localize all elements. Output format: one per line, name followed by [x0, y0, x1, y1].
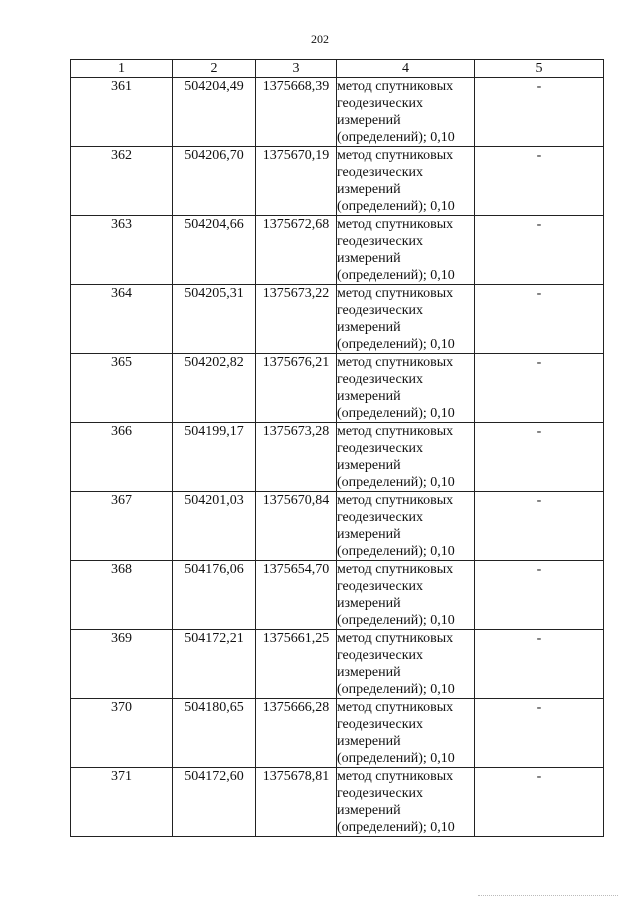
note-cell: -	[475, 216, 604, 285]
table-row	[71, 630, 604, 699]
x-coordinate-cell: 504201,03	[173, 492, 256, 561]
note-cell: -	[475, 561, 604, 630]
point-number-cell: 366	[71, 423, 173, 492]
point-number-cell: 367	[71, 492, 173, 561]
note-cell: -	[475, 492, 604, 561]
scan-artifact	[478, 895, 618, 899]
point-number-cell: 370	[71, 699, 173, 768]
y-coordinate-cell: 1375678,81	[256, 768, 337, 837]
note-cell: -	[475, 423, 604, 492]
method-cell: метод спутниковых геодезических измерений (определений); 0,10	[337, 216, 475, 285]
method-cell: метод спутниковых геодезических измерений (определений); 0,10	[337, 492, 475, 561]
x-coordinate-cell: 504204,66	[173, 216, 256, 285]
table-row	[71, 216, 604, 285]
method-cell: метод спутниковых геодезических измерений (определений); 0,10	[337, 768, 475, 837]
note-cell: -	[475, 699, 604, 768]
y-coordinate-cell: 1375668,39	[256, 78, 337, 147]
note-cell: -	[475, 768, 604, 837]
method-cell: метод спутниковых геодезических измерений (определений); 0,10	[337, 147, 475, 216]
table-row	[71, 78, 604, 147]
table-row	[71, 423, 604, 492]
note-cell: -	[475, 630, 604, 699]
point-number-cell: 363	[71, 216, 173, 285]
x-coordinate-cell: 504205,31	[173, 285, 256, 354]
y-coordinate-cell: 1375670,84	[256, 492, 337, 561]
header-col-3: 3	[256, 60, 337, 78]
note-cell: -	[475, 78, 604, 147]
page-number: 202	[311, 32, 329, 46]
x-coordinate-cell: 504176,06	[173, 561, 256, 630]
method-cell: метод спутниковых геодезических измерений (определений); 0,10	[337, 78, 475, 147]
x-coordinate-cell: 504172,60	[173, 768, 256, 837]
x-coordinate-cell: 504202,82	[173, 354, 256, 423]
y-coordinate-cell: 1375670,19	[256, 147, 337, 216]
point-number-cell: 365	[71, 354, 173, 423]
table-row	[71, 354, 604, 423]
x-coordinate-cell: 504172,21	[173, 630, 256, 699]
y-coordinate-cell: 1375666,28	[256, 699, 337, 768]
y-coordinate-cell: 1375661,25	[256, 630, 337, 699]
table-row	[71, 561, 604, 630]
table-row	[71, 285, 604, 354]
method-cell: метод спутниковых геодезических измерений (определений); 0,10	[337, 423, 475, 492]
y-coordinate-cell: 1375654,70	[256, 561, 337, 630]
table-row	[71, 492, 604, 561]
point-number-cell: 369	[71, 630, 173, 699]
table-row	[71, 147, 604, 216]
y-coordinate-cell: 1375672,68	[256, 216, 337, 285]
note-cell: -	[475, 354, 604, 423]
x-coordinate-cell: 504204,49	[173, 78, 256, 147]
note-cell: -	[475, 147, 604, 216]
x-coordinate-cell: 504206,70	[173, 147, 256, 216]
y-coordinate-cell: 1375673,28	[256, 423, 337, 492]
header-col-2: 2	[173, 60, 256, 78]
x-coordinate-cell: 504180,65	[173, 699, 256, 768]
point-number-cell: 361	[71, 78, 173, 147]
header-col-5: 5	[475, 60, 604, 78]
method-cell: метод спутниковых геодезических измерений (определений); 0,10	[337, 561, 475, 630]
coordinates-table	[70, 59, 604, 837]
method-cell: метод спутниковых геодезических измерений (определений); 0,10	[337, 630, 475, 699]
method-cell: метод спутниковых геодезических измерений (определений); 0,10	[337, 354, 475, 423]
y-coordinate-cell: 1375673,22	[256, 285, 337, 354]
header-col-1: 1	[71, 60, 173, 78]
point-number-cell: 362	[71, 147, 173, 216]
table-row	[71, 699, 604, 768]
method-cell: метод спутниковых геодезических измерений (определений); 0,10	[337, 699, 475, 768]
header-col-4: 4	[337, 60, 475, 78]
table-header-row	[71, 60, 604, 78]
y-coordinate-cell: 1375676,21	[256, 354, 337, 423]
point-number-cell: 364	[71, 285, 173, 354]
table-row	[71, 768, 604, 837]
point-number-cell: 371	[71, 768, 173, 837]
method-cell: метод спутниковых геодезических измерений (определений); 0,10	[337, 285, 475, 354]
point-number-cell: 368	[71, 561, 173, 630]
x-coordinate-cell: 504199,17	[173, 423, 256, 492]
note-cell: -	[475, 285, 604, 354]
